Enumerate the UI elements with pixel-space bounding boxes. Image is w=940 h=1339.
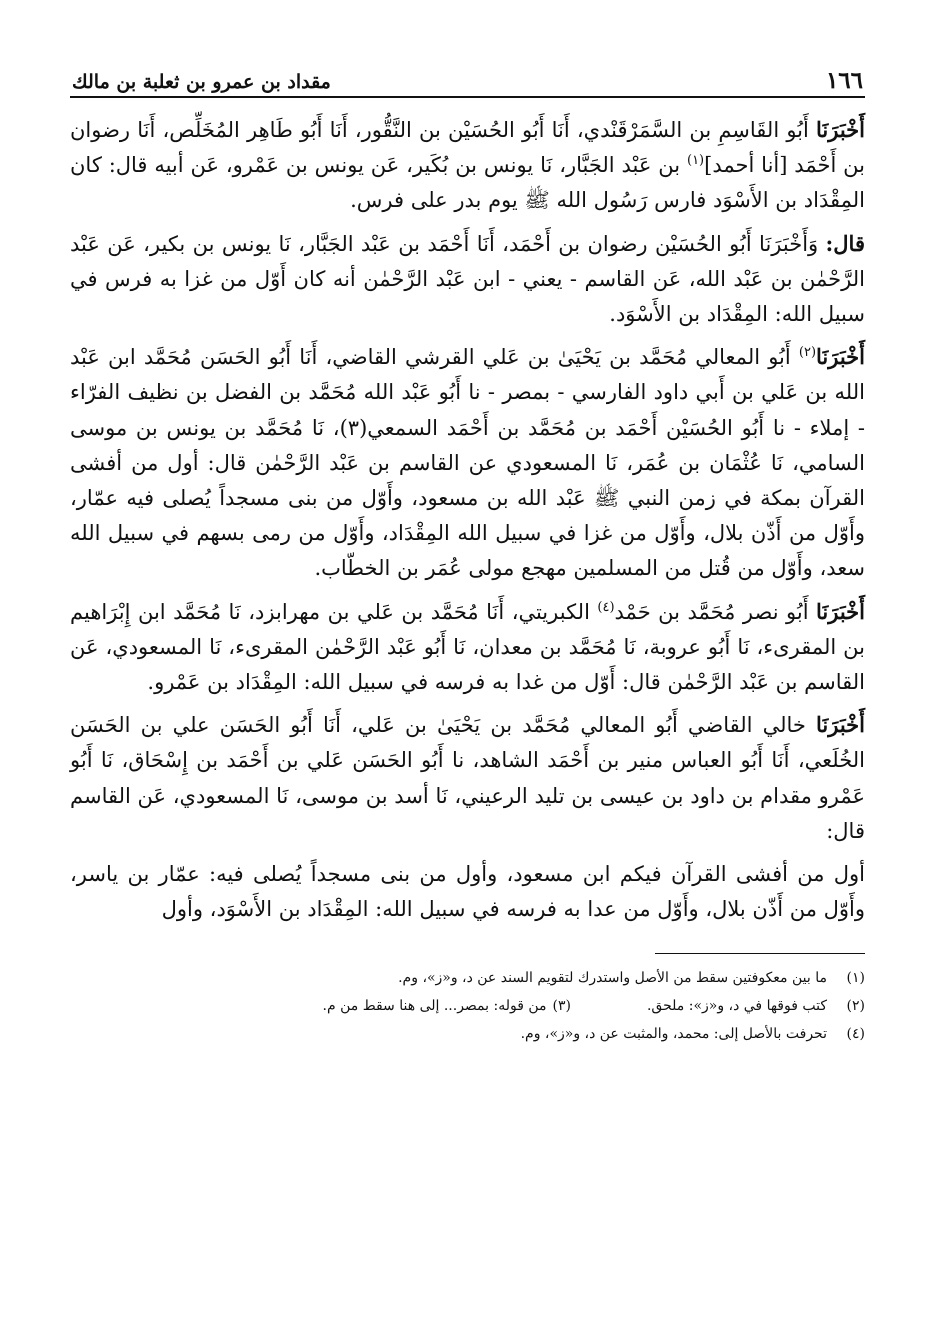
paragraph-text: أَبُو المعالي مُحَمَّد بن يَحْيَىٰ بن عَلي القرشي القاضي، أَنَا أَبُو الحَسَن مُحَمَّد ابن عَبْد الله بن عَلي بن أَبي داود الفارسي - بمصر - نا أَبُو عَبْد الله مُحَمَّد بن الفضل بن نظيف الفرّاء - إملاء - نا أَبُو الحُسَيْن أَحْمَد بن مُحَمَّد بن أَحْمَد السمعي(٣)، نَا مُحَمَّد بن يونس بن موسى السامي، نَا عُثْمَان بن عُمَر، نَا المسعودي عن القاسم بن عَبْد الرَّحْمٰن قال: أول من أفشى القرآن بمكة في زمن النبي ﷺ عَبْد الله بن مسعود، وأَوّل من بنى مسجداً يُصلى فيه عمّار، وأَوّل من أَذّن بلال، وأَوّل من غزا في سبيل الله المِقْدَاد، وأَوّل من رمى بسهم في سبيل الله سعد، وأَوّل من قُتل من المسلمين مهجع مولى عُمَر بن الخطّاب. <box>70 345 865 581</box>
footnote-number: (٤) <box>846 1026 865 1043</box>
book-page <box>70 58 865 1048</box>
footnote-1 <box>70 964 865 992</box>
paragraph-1 <box>70 112 865 219</box>
page-number: ١٦٦ <box>825 67 863 94</box>
footnote-row-2-3 <box>70 992 865 1020</box>
paragraph-4 <box>70 594 865 701</box>
paragraph-lead: أَخْبَرَنَا <box>816 117 865 142</box>
footnote-text: من قوله: بمصر... إلى هنا سقط من م. <box>322 998 547 1015</box>
paragraph-text: أَبُو القَاسِمِ بن السَّمَرْقَنْدي، أَنَا أَبُو الحُسَيْن بن النَّقُّور، أَنَا أَبُو طَاهِر المُخَلِّص، أَنَا رضوان بن أَحْمَد [أنا أحمد] <box>70 118 865 178</box>
paragraph-text: الكبريتي، أَنَا مُحَمَّد بن عَلي بن مهرابزد، نَا مُحَمَّد ابن إِبْرَاهيم بن المقرىء، نَا أَبُو عروبة، نَا مُحَمَّد بن معدان، نَا أَبُو عَبْد الرَّحْمٰن المقرىء، نَا المسعودي، عَن القاسم بن عَبْد الرَّحْمٰن قال: أَوّل من غدا به فرسه في سبيل الله: المِقْدَاد بن عَمْرو. <box>70 599 865 695</box>
footnote-text: تحرفت بالأصل إلى: محمد، والمثبت عن د، و«ز»، وم. <box>520 1026 827 1043</box>
footnote-text: ما بين معكوفتين سقط من الأصل واستدرك لتقويم السند عن د، و«ز»، وم. <box>398 970 827 987</box>
footnote-number: (٢) <box>846 998 865 1015</box>
footnote-marker[interactable]: (١) <box>686 153 705 169</box>
paragraph-text: أَبُو نصر مُحَمَّد بن حَمْد <box>614 599 817 624</box>
paragraph-5 <box>70 707 865 849</box>
paragraph-lead: قال: <box>825 230 865 256</box>
paragraph-text: وَأَخْبَرَنَا أَبُو الحُسَيْن رضوان بن أَحْمَد، أَنَا أَحْمَد بن عَبْد الجَبَّار، نَا يونس بن بكير، عَن عَبْد الرَّحْمٰن بن عَبْد الله، عَن القاسم - يعني - ابن عَبْد الرَّحْمٰن أنه كان أَوّل من غزا به فرس في سبيل الله: المِقْدَاد بن الأَسْوَد. <box>70 231 865 327</box>
paragraph-lead: أَخْبَرَنَا <box>816 344 865 370</box>
footnote-3 <box>323 992 571 1020</box>
footnotes <box>70 964 865 1048</box>
footnote-number: (١) <box>846 970 865 987</box>
paragraph-2 <box>70 226 865 333</box>
footnote-marker[interactable]: (٢) <box>798 345 817 361</box>
footnote-marker[interactable]: (٤) <box>597 599 615 615</box>
paragraph-text: بن عَبْد الجَبَّار، نَا يونس بن بُكَير، عَن يونس بن عَمْرو، عَن أبيه قال: كان المِقْدَاد بن الأَسْوَد فارس رَسُول الله ﷺ يوم بدر على فرس. <box>70 153 865 213</box>
footnote-text: كتب فوقها في د، و«ز»: ملحق. <box>646 998 827 1015</box>
page-header <box>70 58 865 98</box>
paragraph-3 <box>70 339 865 586</box>
paragraph-text: خالي القاضي أَبُو المعالي مُحَمَّد بن يَحْيَىٰ بن عَلي، أَنَا أَبُو الحَسَن علي بن الحَسَن الخُلَعي، أَنَا أَبُو العباس منير بن أَحْمَد الشاهد، نا أَبُو الحَسَن عَلي بن أَحْمَد بن إِسْحَاق، نَا أَبُو عَمْرو مقدام بن داود بن عيسى بن تليد الرعيني، نَا أسد بن موسى، نَا المسعودي، عَن القاسم قال: <box>70 713 865 843</box>
running-title: مقداد بن عمرو بن ثعلبة بن مالك <box>72 71 331 93</box>
paragraph-lead: أَخْبَرَنَا <box>816 712 865 738</box>
footnote-4 <box>70 1020 865 1048</box>
footnote-number: (٣) <box>552 998 571 1015</box>
paragraph-lead: أَخْبَرَنَا <box>816 598 865 624</box>
main-text <box>70 112 865 927</box>
footnote-divider <box>655 953 865 954</box>
paragraph-text: أول من أفشى القرآن فيكم ابن مسعود، وأول من بنى مسجداً يُصلى فيه: عمّار بن ياسر، وأَوّل من أَذّن بلال، وأَوّل من عدا به فرسه في سبيل الله: المِقْدَاد بن الأَسْوَد، وأول <box>70 862 865 922</box>
paragraph-6 <box>70 856 865 927</box>
footnote-2 <box>647 992 865 1020</box>
